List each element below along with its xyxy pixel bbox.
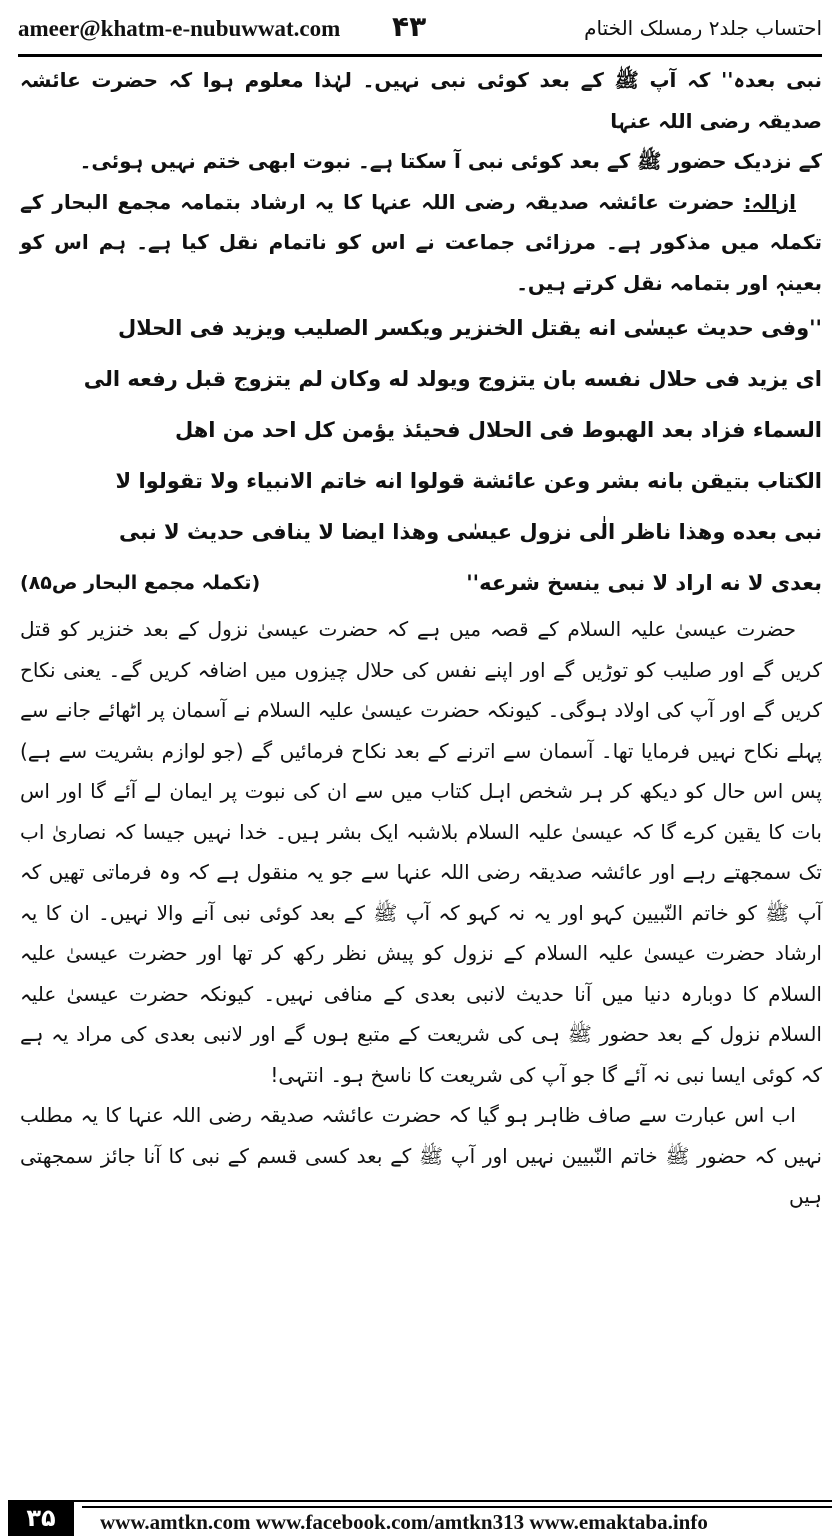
footer-page-number: ۳۵ xyxy=(8,1500,74,1536)
page-footer xyxy=(8,1500,832,1536)
para-2 xyxy=(20,182,822,304)
footer-rule-bottom xyxy=(82,1506,832,1508)
page-header xyxy=(18,10,822,54)
para-2-text: حضرت عائشہ صدیقہ رضی اللہ عنہا کا یہ ارشاد بتمامہ مجمع البحار کے تکملہ میں مذکور ہے۔ مرزائی جماعت نے اس کو ناتمام نقل کیا ہے۔ ہم اس کو بعینہٖ اور بتمامہ نقل کرتے ہیں۔ xyxy=(20,189,822,295)
para-4: اب اس عبارت سے صاف ظاہر ہو گیا کہ حضرت عائشہ صدیقہ رضی اللہ عنہا کا یہ مطلب نہیں کہ حضور ﷺ خاتم النّبیین نہیں اور آپ ﷺ کے بعد کسی قسم کے نبی کا آنا جائز سمجھتی ہیں xyxy=(20,1103,822,1208)
arabic-quote xyxy=(20,303,822,609)
arabic-line-2: ای یزید فی حلال نفسه بان یتزوج ویولد له وکان لم یتزوج قبل رفعه الی xyxy=(83,367,822,391)
para-1-line-2: کے نزدیک حضور ﷺ کے بعد کوئی نبی آ سکتا ہے۔ نبوت ابھی ختم نہیں ہوئی۔ xyxy=(79,149,822,173)
header-rule xyxy=(18,54,822,57)
para-1-line-1: نبی بعدہ'' کہ آپ ﷺ کے بعد کوئی نبی نہیں۔ لہٰذا معلوم ہوا کہ حضرت عائشہ صدیقہ رضی اللہ عنہا xyxy=(20,68,822,133)
arabic-line-3: السماء فزاد بعد الهبوط فی الحلال فحیئذ یؤمن کل احد من اهل xyxy=(174,418,822,442)
footer-rule-top xyxy=(8,1500,832,1502)
header-page-number: ۴۳ xyxy=(392,10,427,43)
page-body xyxy=(20,60,822,1217)
izala-label: ازالہ: xyxy=(743,189,796,214)
header-book-title: احتساب جلد۲ رمسلک الختام xyxy=(584,16,822,40)
arabic-line-4: الکتاب بتیقن بانه بشر وعن عائشة قولوا انه خاتم الانبیاء ولا تقولوا لا xyxy=(115,469,822,493)
para-3: حضرت عیسیٰ علیہ السلام کے قصہ میں ہے کہ حضرت عیسیٰ نزول کے بعد خنزیر کو قتل کریں گے اور صلیب کو توڑیں گے اور اپنے نفس کی حلال چیزوں میں اضافہ کریں گے۔ یعنی نکاح کریں گے اور آپ کی اولاد ہوگی۔ کیونکہ حضرت عیسیٰ علیہ السلام نے آسمان پر اٹھائے جانے سے پہلے نکاح نہیں فرمایا تھا۔ آسمان سے اترنے کے بعد نکاح فرمائیں گے (جو لوازم بشریت سے ہے) پس اس حال کو دیکھ کر ہر شخص اہل کتاب میں سے ان کی نبوت پر ایمان لے آئے گا اور اس بات کا یقین کرے گا کہ عیسیٰ علیہ السلام بلاشبہ ایک بشر ہیں۔ خدا نہیں جیسا کہ نصاریٰ اب تک سمجھتے رہے اور عائشہ صدیقہ رضی اللہ عنہا سے جو یہ منقول ہے کہ وہ فرماتی تھیں کہ آپ ﷺ کو خاتم النّبیین کہو اور یہ نہ کہو کہ آپ ﷺ کے بعد کوئی نبی آنے والا نہیں۔ ان کا یہ ارشاد حضرت عیسیٰ علیہ السلام کے نزول کو پیش نظر رکھ کر تھا اور حضرت عیسیٰ علیہ السلام کا دوبارہ دنیا میں آنا حدیث لانبی بعدی کے منافی نہیں۔ کیونکہ حضرت عیسیٰ علیہ السلام نزول کے بعد حضور ﷺ ہی کی شریعت کے متبع ہوں گے اور لانبی بعدی کی مراد یہ ہے کہ کوئی ایسا نبی نہ آئے گا جو آپ کی شریعت کا ناسخ ہو۔ انتہی! xyxy=(20,617,822,1087)
arabic-line-6-text: بعدی لا نه اراد لا نبی ینسخ شرعه'' xyxy=(466,571,822,595)
arabic-line-1: ''وفی حدیث عیسٰی انه یقتل الخنزیر ویکسر الصلیب ویزید فی الحلال xyxy=(117,316,822,340)
footer-links: www.amtkn.com www.facebook.com/amtkn313 www.emaktaba.info xyxy=(100,1510,708,1534)
arabic-line-5: نبی بعده وهذا ناظر الٰی نزول عیسٰی وهذا ایضا لا ینافی حدیث لا نبی xyxy=(119,520,822,544)
citation-reference: (تکملہ مجمع البحار ص۸۵) xyxy=(20,572,261,594)
arabic-line-6 xyxy=(20,558,822,609)
header-email: ameer@khatm-e-nubuwwat.com xyxy=(18,16,341,41)
